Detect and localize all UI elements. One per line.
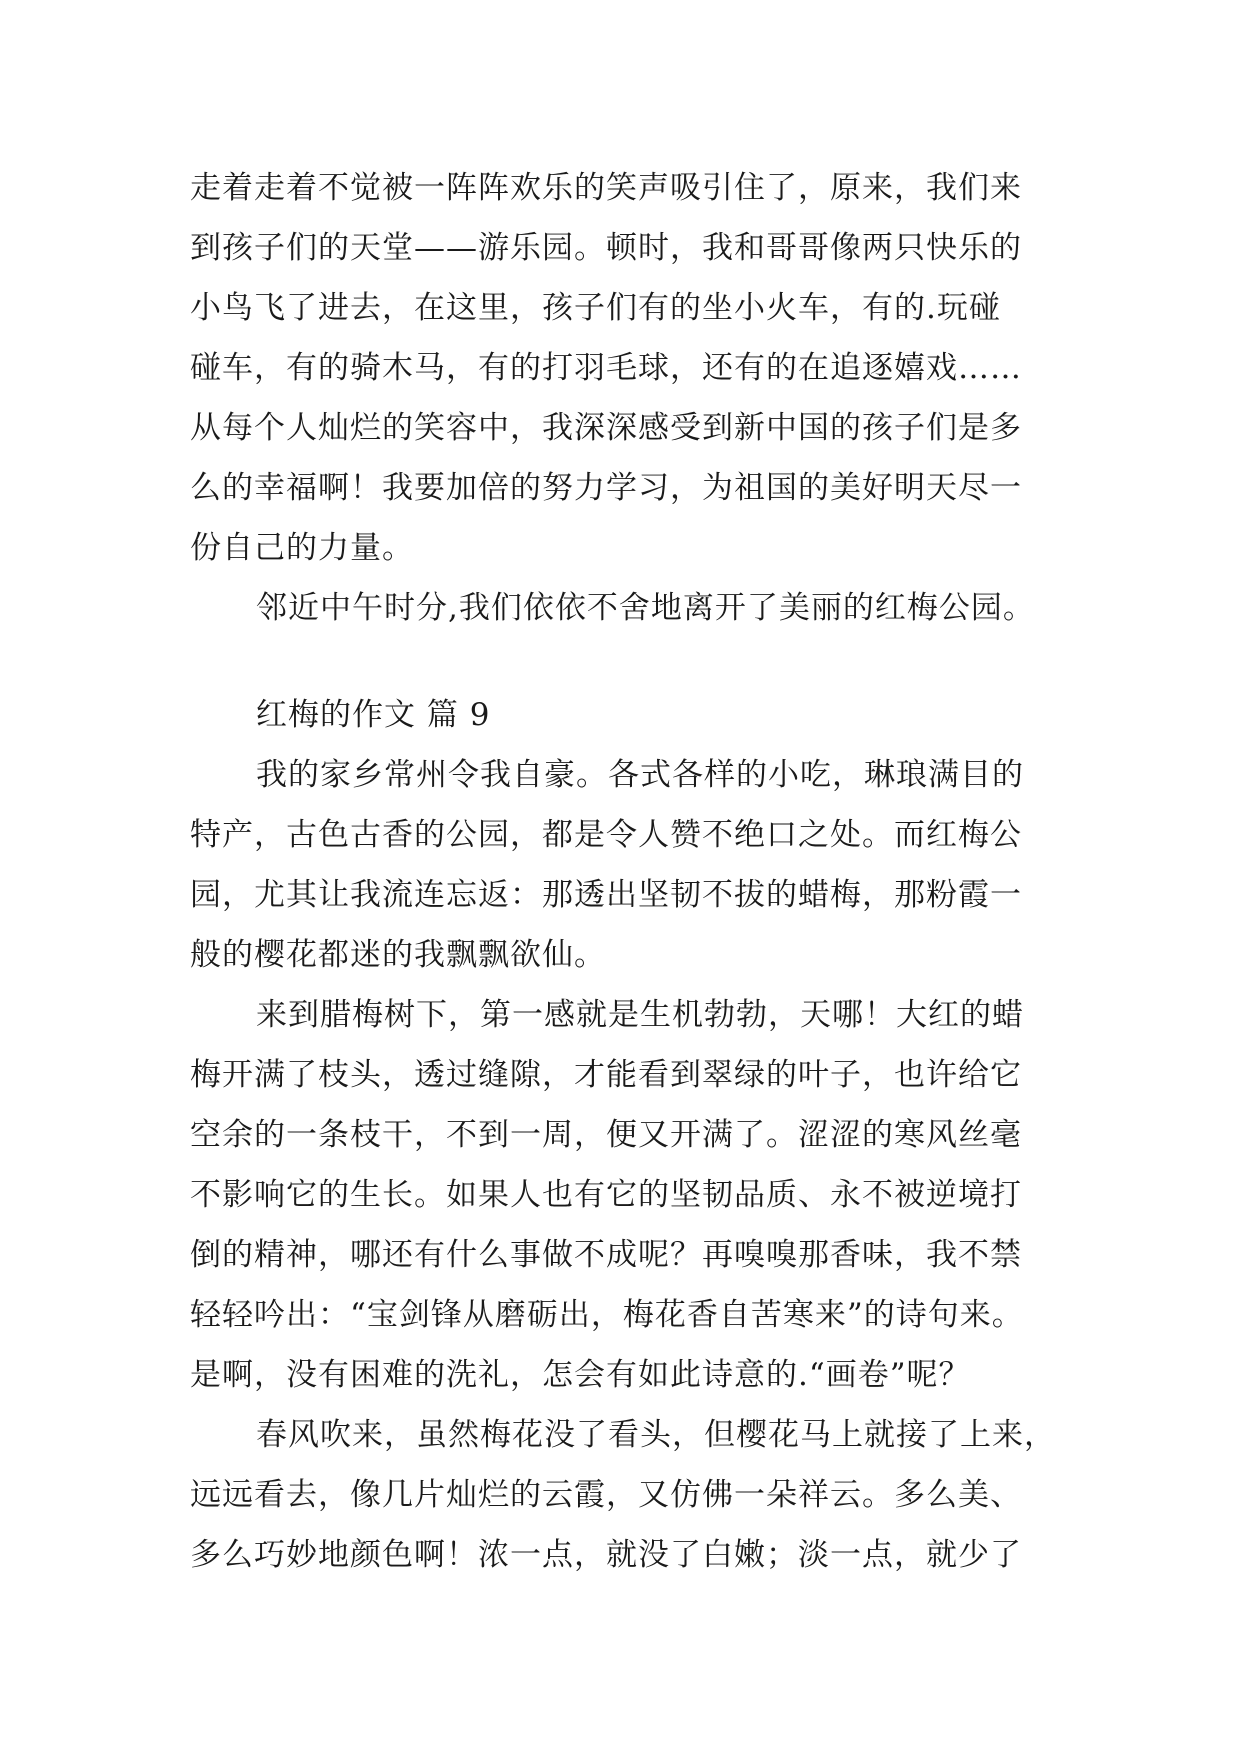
- paragraph-line: 不影响它的生长。如果人也有它的坚韧品质、永不被逆境打: [190, 1177, 1022, 1213]
- paragraph-line: 般的樱花都迷的我飘飘欲仙。: [190, 937, 606, 973]
- paragraph-line: 园，尤其让我流连忘返：那透出坚韧不拔的蜡梅，那粉霞一: [190, 877, 1022, 913]
- paragraph-line: 春风吹来，虽然梅花没了看头，但樱花马上就接了上来，: [256, 1417, 1056, 1453]
- paragraph-line: 走着走着不觉被一阵阵欢乐的笑声吸引住了，原来，我们来: [190, 170, 1022, 206]
- paragraph-line: 小鸟飞了进去，在这里，孩子们有的坐小火车，有的.玩碰: [190, 290, 1001, 326]
- paragraph-line: 轻轻吟出：“宝剑锋从磨砺出，梅花香自苦寒来”的诗句来。: [190, 1297, 1024, 1333]
- paragraph-line: 远远看去，像几片灿烂的云霞，又仿佛一朵祥云。多么美、: [190, 1477, 1022, 1513]
- paragraph-line: 来到腊梅树下，第一感就是生机勃勃，天哪！大红的蜡: [256, 997, 1024, 1033]
- paragraph-line: 空余的一条枝干，不到一周，便又开满了。涩涩的寒风丝毫: [190, 1117, 1022, 1153]
- paragraph-line: 梅开满了枝头，透过缝隙，才能看到翠绿的叶子，也许给它: [190, 1057, 1022, 1093]
- section-heading: 红梅的作文 篇 9: [256, 697, 491, 733]
- paragraph-line: 是啊，没有困难的洗礼，怎会有如此诗意的.“画卷”呢？: [190, 1357, 971, 1393]
- paragraph-line: 多么巧妙地颜色啊！浓一点，就没了白嫩；淡一点，就少了: [190, 1537, 1022, 1573]
- paragraph-line: 特产，古色古香的公园，都是令人赞不绝口之处。而红梅公: [190, 817, 1022, 853]
- paragraph-line: 碰车，有的骑木马，有的打羽毛球，还有的在追逐嬉戏……: [190, 350, 1022, 386]
- paragraph-line: 么的幸福啊！我要加倍的努力学习，为祖国的美好明天尽一: [190, 470, 1022, 506]
- paragraph-line: 到孩子们的天堂——游乐园。顿时，我和哥哥像两只快乐的: [190, 230, 1022, 266]
- paragraph-line: 我的家乡常州令我自豪。各式各样的小吃，琳琅满目的: [256, 757, 1024, 793]
- paragraph-line: 从每个人灿烂的笑容中，我深深感受到新中国的孩子们是多: [190, 410, 1022, 446]
- paragraph-line: 份自己的力量。: [190, 530, 414, 566]
- paragraph-line: 倒的精神，哪还有什么事做不成呢？再嗅嗅那香味，我不禁: [190, 1237, 1022, 1273]
- paragraph-line: 邻近中午时分,我们依依不舍地离开了美丽的红梅公园。: [256, 590, 1035, 626]
